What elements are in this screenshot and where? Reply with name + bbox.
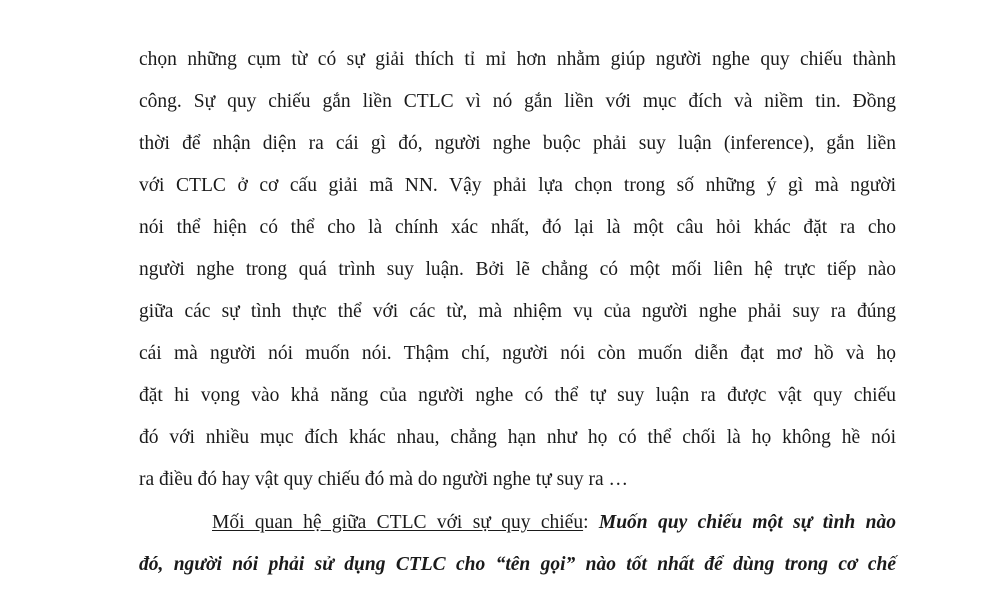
paragraph-last-line: ra điều đó hay vật quy chiếu đó mà do người nghe tự suy ra … [139,469,629,490]
paragraph-line: giữa các sự tình thực thể với các từ, mà nhiệm vụ của người nghe phải suy ra đúng [139,301,896,322]
emphasis-text: Muốn quy chiếu một sự tình nào [598,512,896,533]
paragraph-line: với CTLC ở cơ cấu giải mã NN. Vậy phải lựa chọn trong số những ý gì mà người [139,175,896,196]
paragraph-line: nói thể hiện có thể cho là chính xác nhất, đó lại là một câu hỏi khác đặt ra cho [139,217,896,238]
paragraph-line: chọn những cụm từ có sự giải thích tỉ mỉ hơn nhằm giúp người nghe quy chiếu thành [139,49,896,70]
section-heading: Mối quan hệ giữa CTLC với sự quy chiếu [212,512,584,533]
heading-colon: : [583,512,589,533]
paragraph-line: người nghe trong quá trình suy luận. Bởi lẽ chẳng có một mối liên hệ trực tiếp nào [139,259,896,280]
section-heading-line [139,511,896,535]
emphasis-line: đó, người nói phải sử dụng CTLC cho “tên gọi” nào tốt nhất để dùng trong cơ chế [139,554,896,575]
paragraph-line: cái mà người nói muốn nói. Thậm chí, người nói còn muốn diễn đạt mơ hồ và họ [139,343,896,364]
paragraph-line: đặt hi vọng vào khả năng của người nghe có thể tự suy luận ra được vật quy chiếu [139,385,896,406]
paragraph-line: đó với nhiều mục đích khác nhau, chẳng hạn như họ có thể chối là họ không hề nói [139,427,896,448]
paragraph-line: thời để nhận diện ra cái gì đó, người nghe buộc phải suy luận (inference), gắn liền [139,133,896,154]
paragraph-line: công. Sự quy chiếu gắn liền CTLC vì nó gắn liền với mục đích và niềm tin. Đồng [139,91,896,112]
